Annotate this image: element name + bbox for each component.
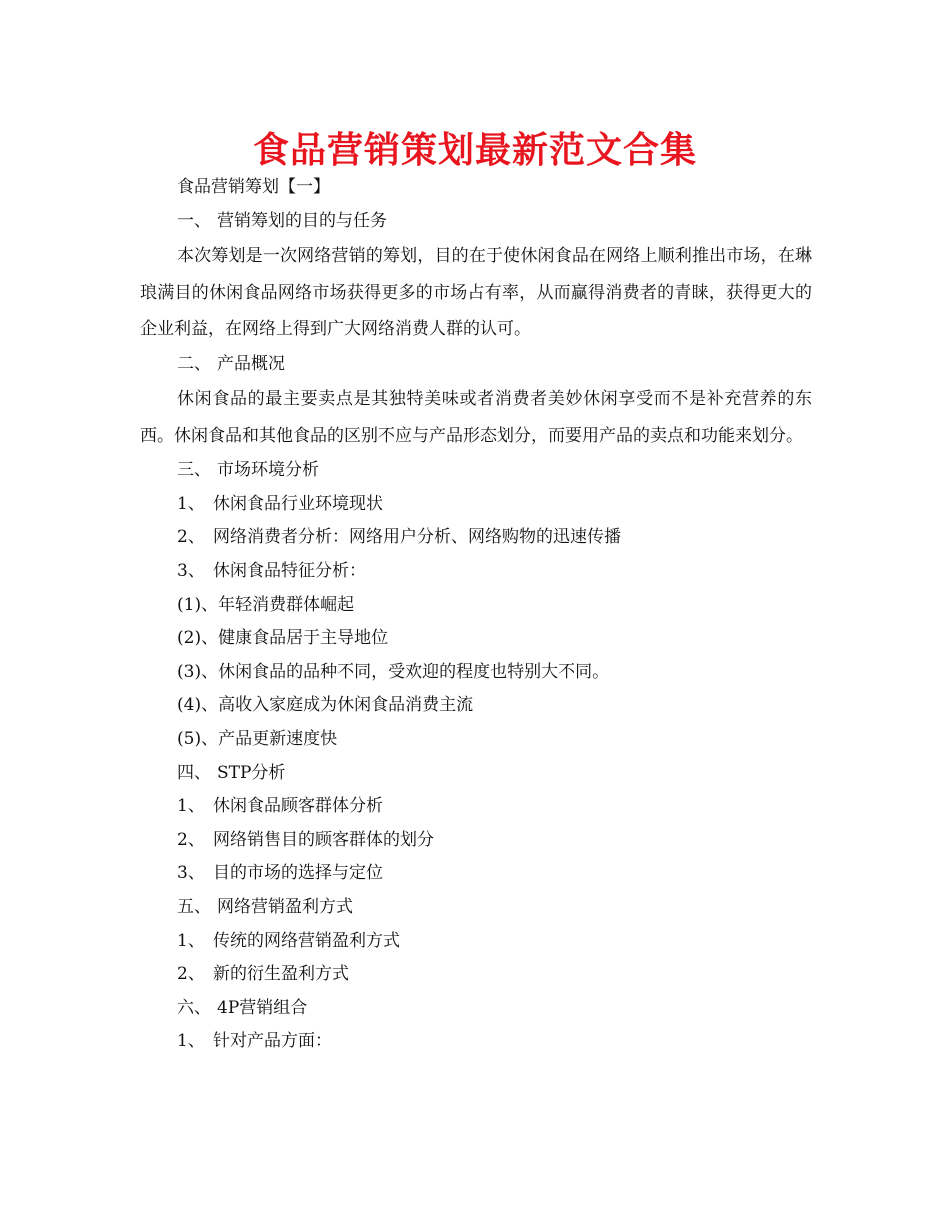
text-line: (3)、休闲食品的品种不同，受欢迎的程度也特别大不同。 bbox=[177, 661, 610, 682]
item-number: 1、 bbox=[177, 796, 205, 817]
item-number: 3、 bbox=[177, 863, 205, 884]
item-number: 3、 bbox=[177, 561, 205, 582]
item-number: 1、 bbox=[177, 493, 205, 514]
item-text: 产品概况 bbox=[217, 353, 285, 374]
text-line: (5)、产品更新速度快 bbox=[177, 729, 338, 750]
item-text: 营销筹划的目的与任务 bbox=[217, 210, 387, 231]
item-text: 传统的网络营销盈利方式 bbox=[213, 930, 400, 951]
list-item bbox=[140, 925, 812, 959]
item-text: 网络销售目的顾客群体的划分 bbox=[213, 829, 434, 850]
list-item bbox=[140, 790, 812, 824]
item-number: 2、 bbox=[177, 829, 205, 850]
body-paragraph: 本次筹划是一次网络营销的筹划，目的在于使休闲食品在网络上顺利推出市场，在琳琅满目的休闲食品网络市场获得更多的市场占有率，从而赢得消费者的青睐，获得更大的企业利益，在网络上得到广大网络消费人群的认可。 bbox=[140, 246, 812, 340]
list-item bbox=[140, 521, 812, 555]
list-item bbox=[140, 488, 812, 522]
item-text: 目的市场的选择与定位 bbox=[213, 863, 383, 884]
item-number: 二、 bbox=[177, 353, 211, 374]
item-text: 网络消费者分析：网络用户分析、网络购物的迅速传播 bbox=[213, 527, 621, 548]
item-text: 休闲食品顾客群体分析 bbox=[213, 796, 383, 817]
list-item bbox=[140, 824, 812, 858]
text-line: (4)、高收入家庭成为休闲食品消费主流 bbox=[177, 695, 474, 716]
section-heading bbox=[140, 454, 812, 488]
section-heading bbox=[140, 757, 812, 791]
item-number: 1、 bbox=[177, 930, 205, 951]
item-number: 三、 bbox=[177, 460, 211, 481]
list-item bbox=[140, 857, 812, 891]
list-item bbox=[140, 1025, 812, 1059]
item-text: 4P营销组合 bbox=[217, 997, 308, 1018]
item-text: 市场环境分析 bbox=[217, 460, 319, 481]
section-heading bbox=[140, 348, 812, 382]
document-title: 食品营销策划最新范文合集 bbox=[252, 130, 697, 171]
section-heading bbox=[140, 992, 812, 1026]
item-number: 2、 bbox=[177, 527, 205, 548]
body-paragraph: 休闲食品的最主要卖点是其独特美味或者消费者美妙休闲享受而不是补充营养的东西。休闲食品和其他食品的区别不应与产品形态划分，而要用产品的卖点和功能来划分。 bbox=[140, 389, 812, 446]
text-line: (1)、年轻消费群体崛起 bbox=[177, 594, 355, 615]
document-body bbox=[140, 171, 812, 1059]
section-heading bbox=[140, 205, 812, 239]
item-number: 一、 bbox=[177, 210, 211, 231]
item-text: 休闲食品特征分析： bbox=[213, 561, 366, 582]
item-text: 针对产品方面： bbox=[213, 1031, 332, 1052]
item-number: 2、 bbox=[177, 964, 205, 985]
text-line: (2)、健康食品居于主导地位 bbox=[177, 628, 389, 649]
section-heading bbox=[140, 891, 812, 925]
list-item bbox=[140, 958, 812, 992]
text-line: 食品营销筹划【一】 bbox=[177, 177, 330, 197]
item-text: 休闲食品行业环境现状 bbox=[213, 493, 383, 514]
item-number: 六、 bbox=[177, 997, 211, 1018]
item-number: 四、 bbox=[177, 762, 211, 783]
item-number: 1、 bbox=[177, 1031, 205, 1052]
item-number: 五、 bbox=[177, 897, 211, 917]
item-text: 新的衍生盈利方式 bbox=[213, 964, 349, 985]
item-text: 网络营销盈利方式 bbox=[217, 897, 353, 917]
item-text: STP分析 bbox=[217, 762, 286, 783]
list-item bbox=[140, 555, 812, 589]
